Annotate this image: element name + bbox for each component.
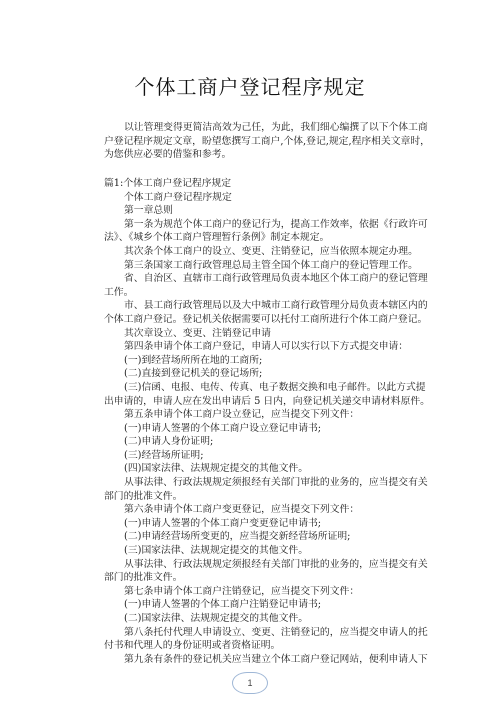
body-paragraph: (二)申请人身份证明;	[124, 436, 214, 448]
body-paragraph: (一)申请人签署的个体工商户注销登记申请书;	[124, 599, 322, 611]
body-paragraph: (一)到经营场所所在地的工商所;	[124, 354, 263, 366]
body-paragraph: 市、县工商行政管理局以及大中城市工商行政管理分局负责本辖区内的个体工商户登记。登记机关依据需要可以托付工商所进行个体工商户登记。	[104, 300, 428, 325]
body-paragraph: 个体工商户登记程序规定	[124, 191, 232, 203]
body-paragraph: (二)国家法律、法规规定提交的其他文件。	[124, 613, 308, 624]
body-paragraph: 第六条申请个体工商户变更登记，应当提交下列文件：	[124, 504, 360, 516]
body-paragraph: (一)申请人签署的个体工商户设立登记申请书;	[124, 422, 322, 434]
body-paragraph: 从事法律、行政法规规定须报经有关部门审批的业务的，应当提交有关部门的批准文件。	[104, 477, 428, 502]
body-paragraph: 第一章总则	[124, 205, 173, 217]
document-body	[104, 177, 434, 666]
body-paragraph: (三)信函、电报、电传、传真、电子数据交换和电子邮件。以此方式提出申请的，申请人应在发出申请后 5 日内，向登记机关递交申请材料原件。	[104, 381, 430, 407]
body-paragraph: 第九条有条件的登记机关应当建立个体工商户登记网站，便利申请人下	[124, 653, 428, 665]
intro-paragraph	[104, 121, 434, 162]
page-number: 1	[232, 672, 268, 694]
body-paragraph: 第三条国家工商行政管理总局主管全国个体工商户的登记管理工作。	[124, 259, 418, 271]
section-heading: 篇1:个体工商户登记程序规定	[104, 178, 232, 189]
body-paragraph: 第四条申请个体工商户登记，申请人可以实行以下方式提交申请：	[124, 341, 409, 353]
body-paragraph: 第一条为规范个体工商户的登记行为，提高工作效率，依据《行政许可法》、《城乡个体工商户管理暂行条例》制定本规定。	[104, 218, 428, 244]
body-paragraph: 第七条申请个体工商户注销登记，应当提交下列文件：	[124, 585, 360, 597]
body-paragraph: (一)申请人签署的个体工商户变更登记申请书;	[124, 517, 322, 529]
body-paragraph: (三)国家法律、法规规定提交的其他文件。	[124, 545, 308, 557]
body-paragraph: 其次条个体工商户的设立、变更、注销登记，应当依照本规定办理。	[124, 245, 418, 257]
body-paragraph: 其次章设立、变更、注销登记申请	[124, 327, 271, 339]
body-paragraph: (二)直接到登记机关的登记场所;	[124, 368, 263, 380]
body-paragraph: (二)申请经营场所变更的，应当提交新经营场所证明;	[124, 531, 351, 543]
body-paragraph: 省、自治区、直辖市工商行政管理局负责本地区个体工商户的登记管理工作。	[104, 273, 428, 298]
body-paragraph: 从事法律、行政法规规定须报经有关部门审批的业务的，应当提交有关部门的批准文件。	[104, 558, 428, 584]
body-paragraph: (三)经营场所证明;	[124, 449, 204, 461]
body-paragraph: (四)国家法律、法规规定提交的其他文件。	[124, 463, 308, 475]
document-title: 个体工商户登记程序规定	[134, 75, 366, 99]
body-paragraph: 第八条托付代理人申请设立、变更、注销登记的，应当提交申请人的托付书和代理人的身份证明或者资格证明。	[104, 626, 428, 652]
body-paragraph: 第五条申请个体工商户设立登记，应当提交下列文件：	[124, 409, 360, 421]
intro-text: 以让管理变得更简洁高效为己任，为此，我们细心编撰了以下个体工商户登记程序规定文章，盼望您撰写工商户,个体,登记,规定,程序相关文章时，为您供应必要的借鉴和参考。	[104, 122, 430, 160]
